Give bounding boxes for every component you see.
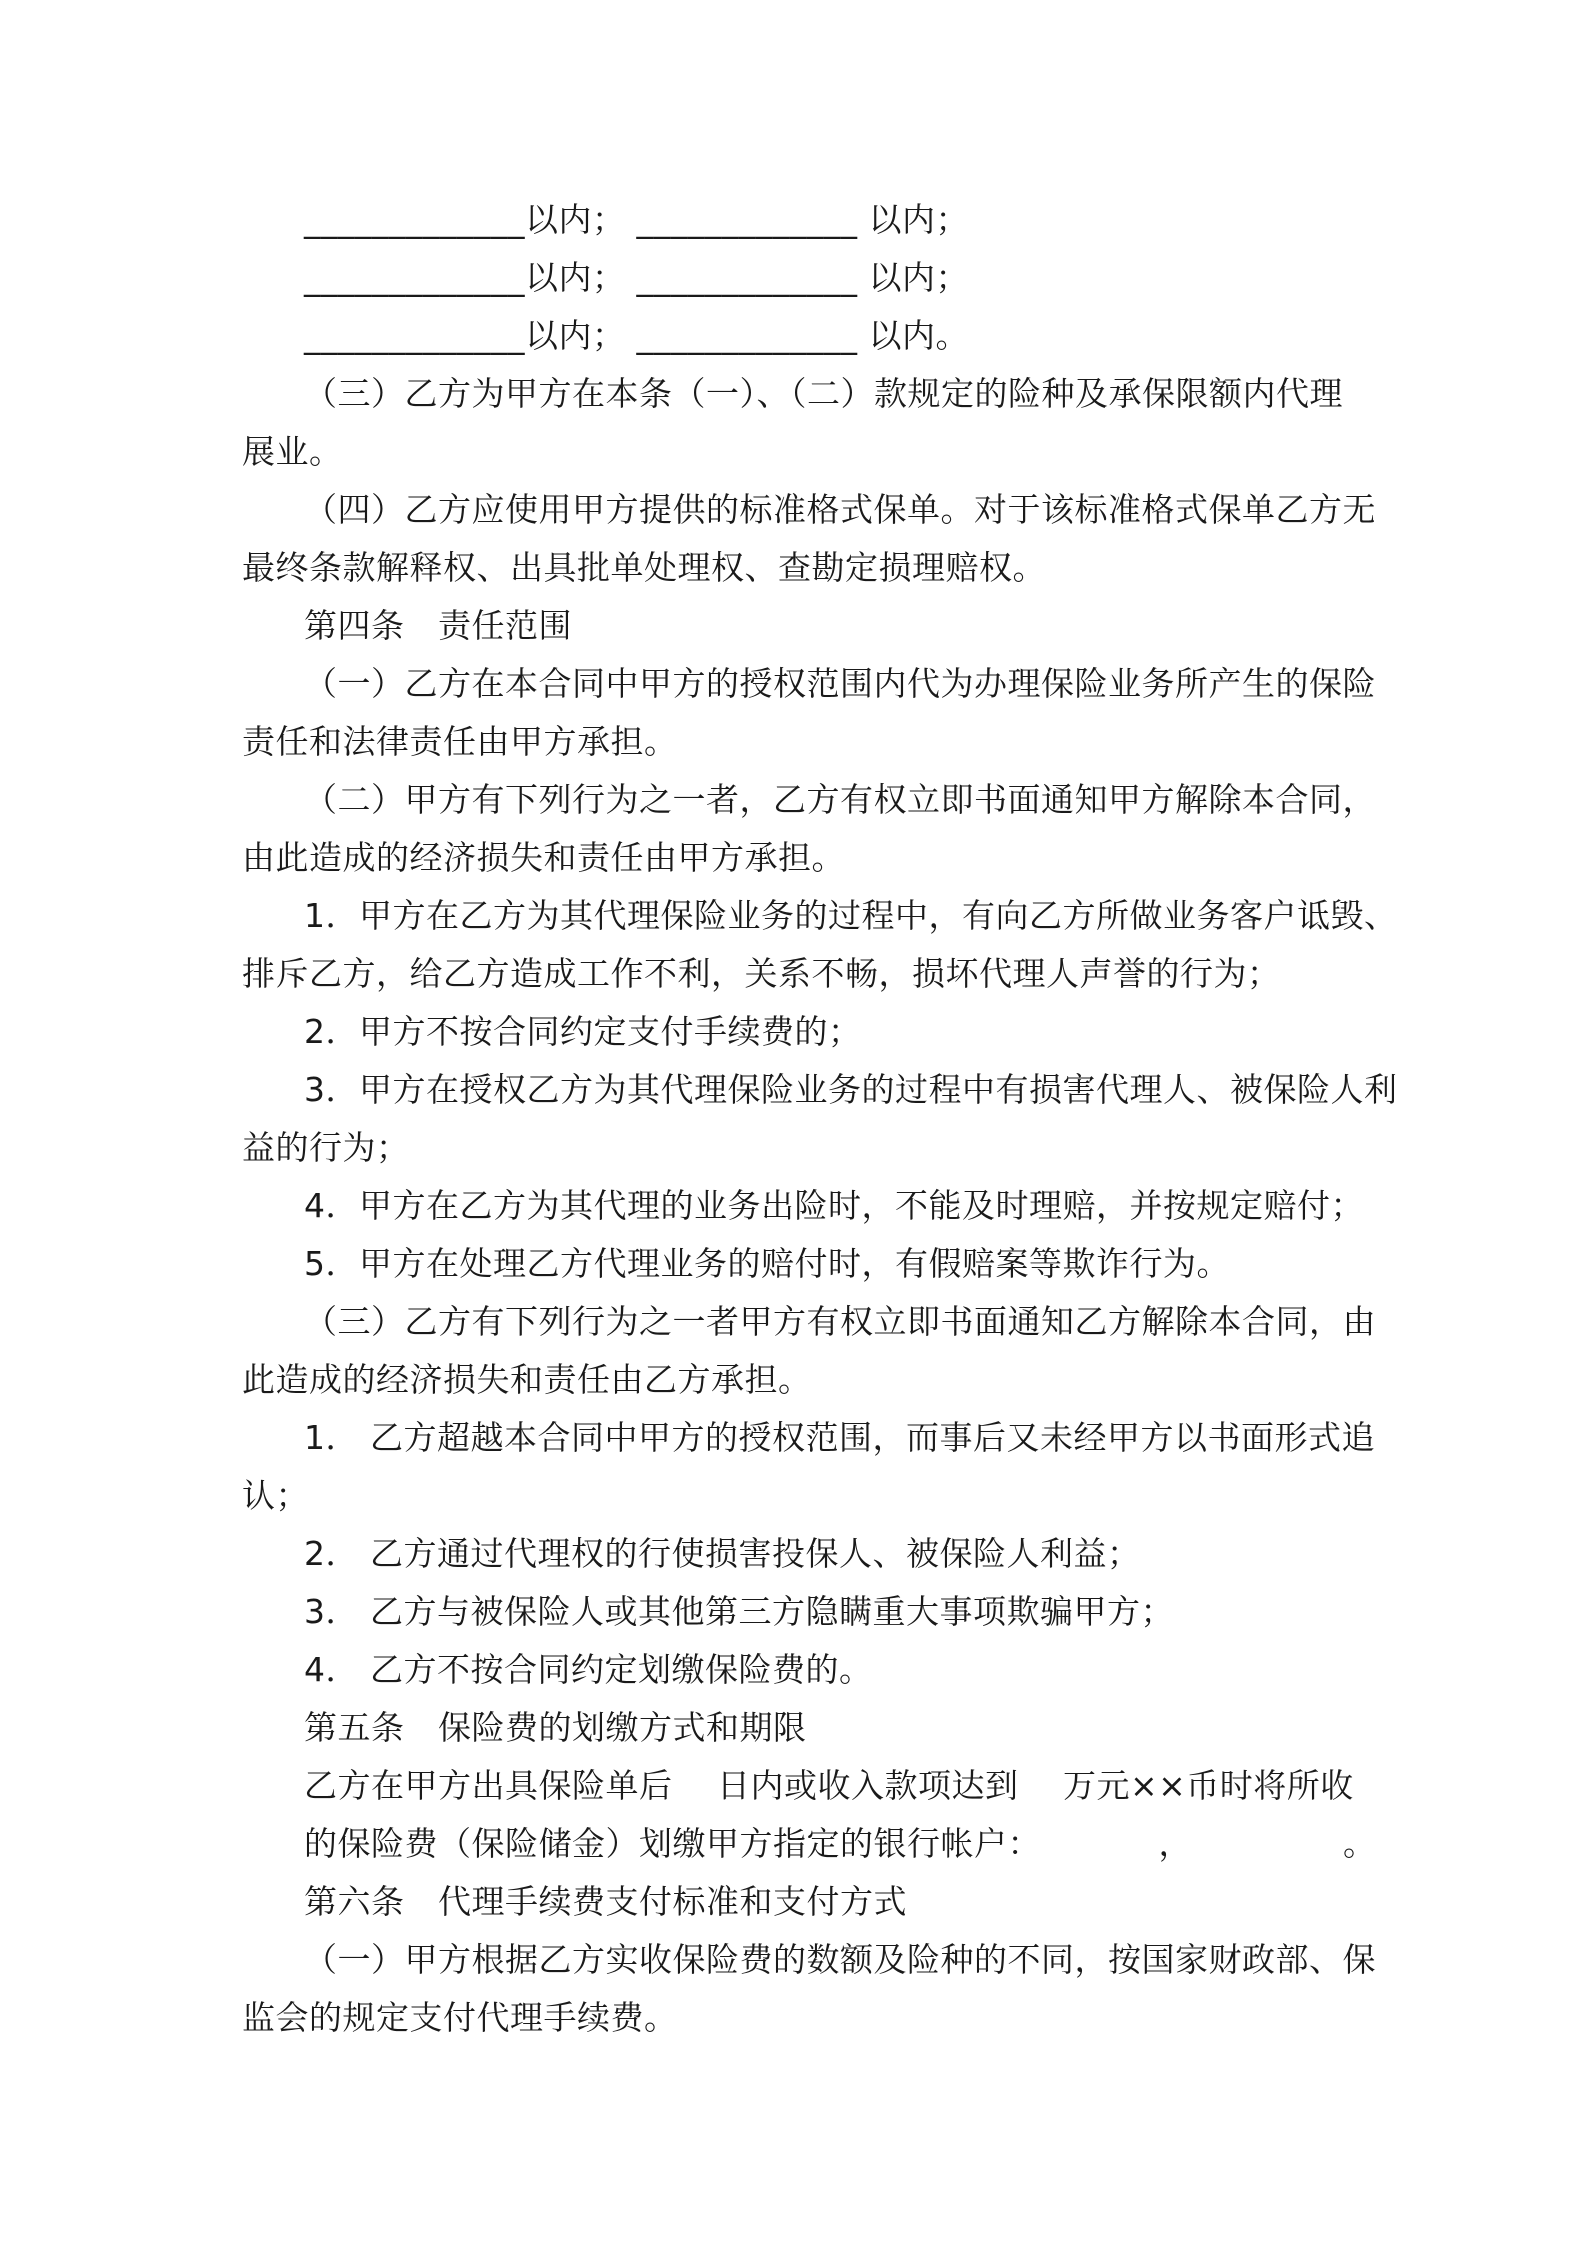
list-item-line: 益的行为； [242,1128,410,1167]
list-item-line: 排斥乙方，给乙方造成工作不利，关系不畅，损坏代理人声誉的行为； [242,954,1281,993]
paragraph-line: （一）甲方根据乙方实收保险费的数额及险种的不同，按国家财政部、保 [304,1940,1376,1979]
list-item-line: 4． 乙方不按合同约定划缴保险费的。 [304,1650,873,1689]
limit-blank-line: _____________以内； _____________ 以内； [304,200,969,239]
list-item-line: 1． 乙方超越本合同中甲方的授权范围，而事后又未经甲方以书面形式追 [304,1418,1375,1457]
paragraph-line: （三）乙方为甲方在本条（一）、（二）款规定的险种及承保限额内代理 [304,374,1343,413]
limit-blank-line: _____________以内； _____________ 以内。 [304,316,969,355]
paragraph-line: （二）甲方有下列行为之一者，乙方有权立即书面通知甲方解除本合同， [304,780,1376,819]
paragraph-line: （四）乙方应使用甲方提供的标准格式保单。对于该标准格式保单乙方无 [304,490,1376,529]
list-item-line: 4．甲方在乙方为其代理的业务出险时，不能及时理赔，并按规定赔付； [304,1186,1364,1225]
limit-blank-line: _____________以内； _____________ 以内； [304,258,969,297]
list-item-line: 3．甲方在授权乙方为其代理保险业务的过程中有损害代理人、被保险人利 [304,1070,1398,1109]
paragraph-line: （一）乙方在本合同中甲方的授权范围内代为办理保险业务所产生的保险 [304,664,1376,703]
paragraph-line: 最终条款解释权、出具批单处理权、查勘定损理赔权。 [242,548,1046,587]
paragraph-line: 由此造成的经济损失和责任由甲方承担。 [242,838,845,877]
list-item-line: 2．甲方不按合同约定支付手续费的； [304,1012,862,1051]
list-item-line: 5．甲方在处理乙方代理业务的赔付时，有假赔案等欺诈行为。 [304,1244,1230,1283]
paragraph-line: （三）乙方有下列行为之一者甲方有权立即书面通知乙方解除本合同，由 [304,1302,1376,1341]
article-heading: 第六条 代理手续费支付标准和支付方式 [304,1882,907,1921]
list-item-line: 认； [242,1476,309,1515]
paragraph-line: 展业。 [242,432,343,471]
paragraph-line: 乙方在甲方出具保险单后 日内或收入款项达到 万元××币时将所收 [304,1766,1354,1805]
paragraph-line: 责任和法律责任由甲方承担。 [242,722,678,761]
article-heading: 第五条 保险费的划缴方式和期限 [304,1708,807,1747]
list-item-line: 3． 乙方与被保险人或其他第三方隐瞒重大事项欺骗甲方； [304,1592,1174,1631]
list-item-line: 2． 乙方通过代理权的行使损害投保人、被保险人利益； [304,1534,1141,1573]
paragraph-line: 的保险费（保险储金）划缴甲方指定的银行帐户： ， 。 [304,1824,1377,1863]
article-heading: 第四条 责任范围 [304,606,572,645]
paragraph-line: 此造成的经济损失和责任由乙方承担。 [242,1360,812,1399]
list-item-line: 1．甲方在乙方为其代理保险业务的过程中，有向乙方所做业务客户诋毁、 [304,896,1398,935]
paragraph-line: 监会的规定支付代理手续费。 [242,1998,678,2037]
